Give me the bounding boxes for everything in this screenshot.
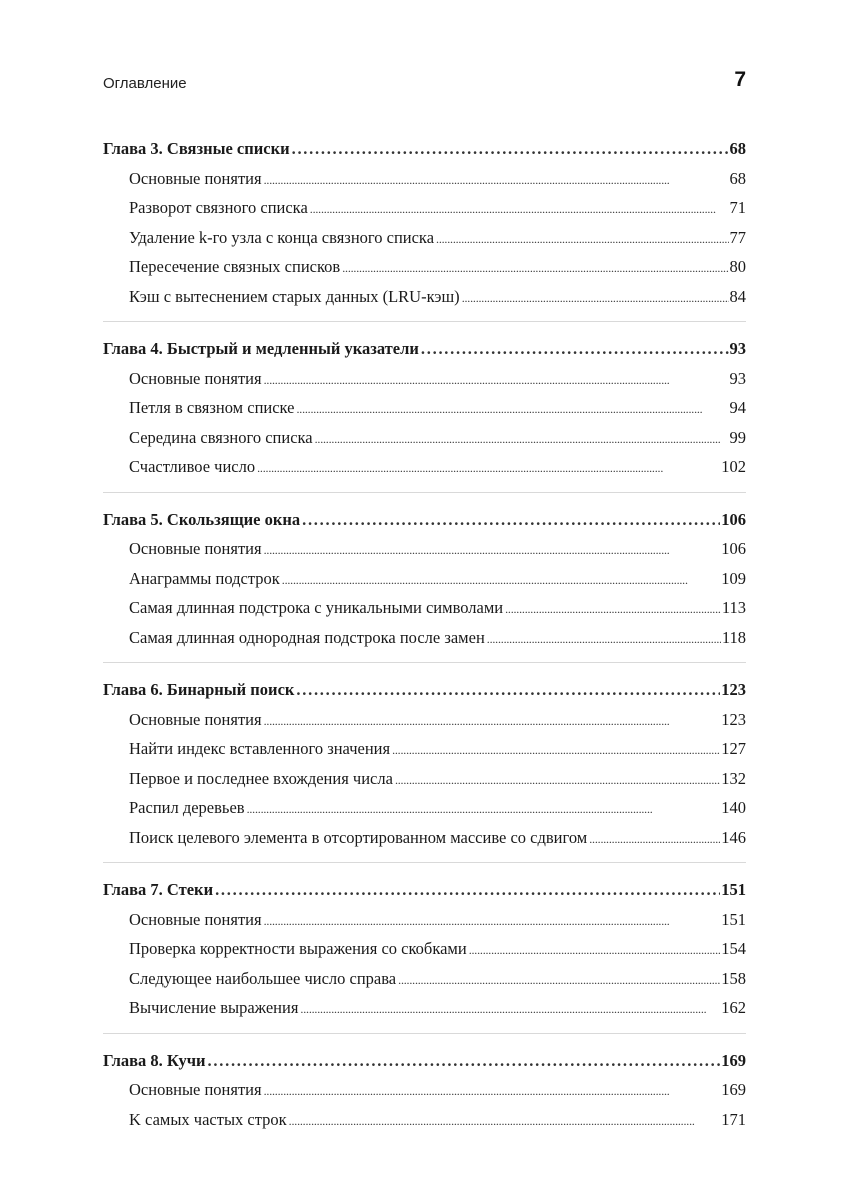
section-page: 169 (721, 1080, 746, 1099)
toc-chapter-entry[interactable] (103, 675, 746, 705)
section-title: Пересечение связных списков (129, 257, 341, 276)
section-title: Основные понятия (129, 709, 262, 729)
toc-section-entry[interactable] (103, 905, 746, 935)
toc-section-entry[interactable] (103, 164, 746, 194)
chapter-page: 93 (729, 339, 746, 358)
section-page: 106 (721, 539, 746, 558)
section-title: Найти индекс вставленного значения (129, 739, 391, 758)
section-page: 102 (721, 457, 746, 476)
section-page: 140 (721, 798, 746, 817)
dot-leader (589, 823, 720, 853)
dot-leader (315, 423, 729, 453)
dot-leader (469, 934, 721, 964)
section-page: 171 (721, 1109, 746, 1129)
chapter-3 (103, 134, 746, 322)
section-title: Середина связного списка (129, 427, 313, 447)
toc-section-entry[interactable] (103, 934, 746, 964)
toc-section-entry[interactable] (103, 452, 746, 482)
toc-chapter-entry[interactable] (103, 1046, 746, 1076)
section-page: 94 (729, 398, 746, 417)
section-title: Основные понятия (129, 1080, 262, 1099)
chapter-divider (103, 492, 746, 493)
dot-leader (247, 793, 721, 823)
section-title: Разворот связного списка (129, 198, 308, 217)
section-title: Вычисление выражения (129, 998, 299, 1017)
toc-section-entry[interactable] (103, 1075, 746, 1105)
toc-chapter-entry[interactable] (103, 334, 746, 364)
section-title: Петля в связном списке (129, 398, 295, 417)
toc-section-entry[interactable] (103, 623, 746, 653)
toc-section-entry[interactable] (103, 534, 746, 564)
section-page: 146 (721, 827, 746, 847)
dot-leader (421, 334, 729, 364)
dot-leader (264, 705, 721, 735)
dot-leader (264, 534, 721, 564)
section-title: Кэш с вытеснением старых данных (LRU-кэш) (129, 286, 460, 306)
dot-leader (264, 905, 721, 935)
toc-section-entry[interactable] (103, 193, 746, 223)
dot-leader (264, 364, 729, 394)
section-page: 132 (721, 768, 746, 788)
section-page: 123 (721, 709, 746, 729)
section-page: 80 (729, 257, 746, 276)
dot-leader (289, 1105, 721, 1135)
section-page: 77 (729, 227, 746, 247)
toc-section-entry[interactable] (103, 793, 746, 823)
toc-section-entry[interactable] (103, 823, 746, 853)
section-page: 93 (729, 368, 746, 388)
dot-leader (505, 593, 721, 623)
section-title: Распил деревьев (129, 798, 245, 817)
toc-section-entry[interactable] (103, 223, 746, 253)
section-page: 162 (721, 998, 746, 1017)
section-page: 127 (721, 739, 746, 758)
section-title: Основные понятия (129, 368, 262, 388)
section-title: Основные понятия (129, 909, 262, 929)
section-page: 68 (729, 168, 746, 188)
toc-section-entry[interactable] (103, 564, 746, 594)
chapter-page: 68 (729, 139, 746, 158)
chapter-title: Глава 6. Бинарный поиск (103, 680, 295, 699)
toc-section-entry[interactable] (103, 593, 746, 623)
toc-section-entry[interactable] (103, 282, 746, 312)
dot-leader (292, 134, 729, 164)
running-head: Оглавление (103, 75, 187, 92)
dot-leader (342, 252, 728, 282)
dot-leader (398, 964, 720, 994)
toc-chapter-entry[interactable] (103, 134, 746, 164)
dot-leader (208, 1046, 721, 1076)
toc-chapter-entry[interactable] (103, 875, 746, 905)
section-title: Поиск целевого элемента в отсортированном массиве со сдвигом (129, 827, 588, 847)
section-title: Счастливое число (129, 457, 256, 476)
chapter-title: Глава 4. Быстрый и медленный указатели (103, 339, 419, 358)
section-title: Основные понятия (129, 539, 262, 558)
toc-section-entry[interactable] (103, 393, 746, 423)
dot-leader (300, 993, 720, 1023)
toc-section-entry[interactable] (103, 734, 746, 764)
toc-section-entry[interactable] (103, 1105, 746, 1135)
chapter-8 (103, 1046, 746, 1135)
dot-leader (395, 764, 720, 794)
dot-leader (302, 505, 720, 535)
page-header (103, 66, 746, 100)
dot-leader (462, 282, 729, 312)
section-title: Проверка корректности выражения со скобками (129, 939, 467, 958)
section-page: 154 (721, 939, 746, 958)
chapter-page: 169 (721, 1050, 746, 1070)
chapter-page: 151 (721, 880, 746, 899)
toc-section-entry[interactable] (103, 993, 746, 1023)
chapter-6 (103, 675, 746, 863)
chapter-title: Глава 5. Скользящие окна (103, 509, 301, 529)
dot-leader (264, 1075, 721, 1105)
section-title: K самых частых строк (129, 1109, 287, 1129)
toc-section-entry[interactable] (103, 252, 746, 282)
section-title: Анаграммы подстрок (129, 568, 280, 588)
section-title: Основные понятия (129, 168, 262, 188)
section-title: Удаление k-го узла с конца связного списка (129, 227, 435, 247)
dot-leader (264, 164, 729, 194)
dot-leader (296, 675, 720, 705)
section-title: Самая длинная подстрока с уникальными символами (129, 598, 504, 617)
toc-section-entry[interactable] (103, 764, 746, 794)
chapter-title: Глава 7. Стеки (103, 880, 214, 899)
section-page: 99 (729, 427, 746, 447)
toc-chapter-entry[interactable] (103, 505, 746, 535)
section-title: Следующее наибольшее число справа (129, 968, 397, 988)
dot-leader (296, 393, 728, 423)
section-page: 71 (729, 198, 746, 217)
table-of-contents (103, 134, 746, 1134)
section-page: 113 (721, 598, 746, 617)
page-number: 7 (734, 68, 746, 91)
chapter-7 (103, 875, 746, 1034)
toc-section-entry[interactable] (103, 964, 746, 994)
chapter-title: Глава 8. Кучи (103, 1050, 206, 1070)
dot-leader (436, 223, 728, 253)
chapter-title: Глава 3. Связные списки (103, 139, 290, 158)
toc-section-entry[interactable] (103, 705, 746, 735)
dot-leader (310, 193, 729, 223)
chapter-page: 106 (721, 509, 746, 529)
section-page: 158 (721, 968, 746, 988)
toc-section-entry[interactable] (103, 364, 746, 394)
chapter-page: 123 (721, 680, 746, 699)
chapter-5 (103, 505, 746, 664)
section-title: Самая длинная однородная подстрока после замен (129, 627, 485, 647)
section-page: 118 (721, 627, 746, 647)
dot-leader (257, 452, 720, 482)
section-page: 151 (721, 909, 746, 929)
toc-section-entry[interactable] (103, 423, 746, 453)
dot-leader (487, 623, 721, 653)
chapter-divider (103, 321, 746, 322)
section-page: 84 (729, 286, 746, 306)
dot-leader (215, 875, 720, 905)
chapter-4 (103, 334, 746, 493)
dot-leader (392, 734, 720, 764)
chapter-divider (103, 1033, 746, 1034)
section-page: 109 (721, 568, 746, 588)
chapter-divider (103, 662, 746, 663)
dot-leader (282, 564, 720, 594)
chapter-divider (103, 862, 746, 863)
section-title: Первое и последнее вхождения числа (129, 768, 393, 788)
